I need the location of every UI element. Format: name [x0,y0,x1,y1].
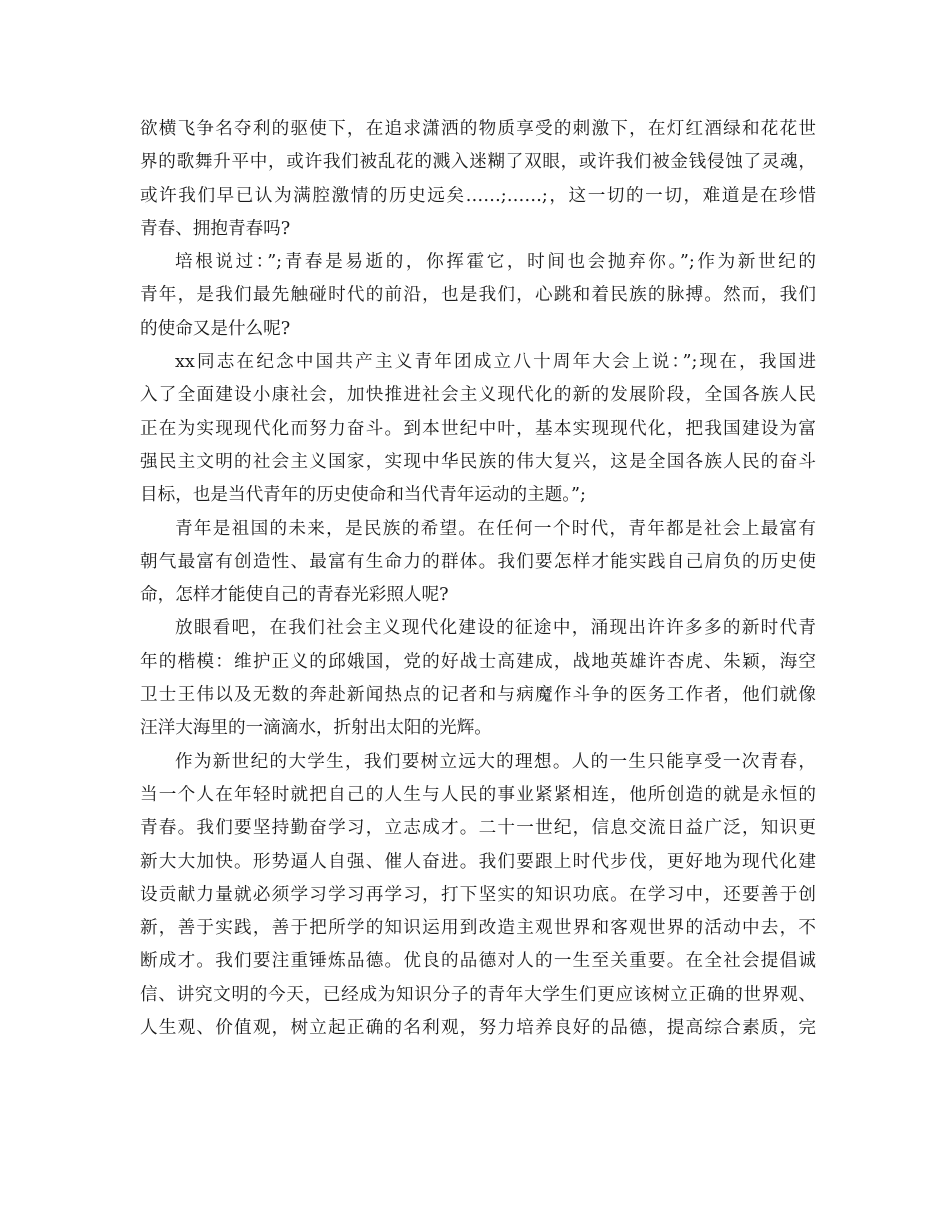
text-line: 卫士王伟以及无数的奔赴新闻热点的记者和与病魔作斗争的医务工作者，他们就像 [140,685,816,706]
text-line: 强民主文明的社会主义国家，实现中华民族的伟大复兴，这是全国各族人民的奋斗 [140,451,816,472]
text-line: 断成才。我们要注重锤炼品德。优良的品德对人的一生至关重要。在全社会提倡诚 [140,951,816,972]
text-line: 年的楷模：维护正义的邱娥国，党的好战士高建成，战地英雄许杏虎、朱颖，海空 [140,651,816,672]
document-body [140,113,816,1045]
text-line: 朝气最富有创造性、最富有生命力的群体。我们要怎样才能实践自己肩负的历史使 [140,551,816,572]
text-line: 汪洋大海里的一滴滴水，折射出太阳的光辉。 [140,718,492,739]
text-line: 作为新世纪的大学生，我们要树立远大的理想。人的一生只能享受一次青春， [175,751,816,772]
text-line: 命，怎样才能使自己的青春光彩照人呢? [140,585,449,606]
text-line: 或许我们早已认为满腔激情的历史远矣……;……;，这一切的一切，难道是在珍惜 [140,185,816,206]
text-line: 目标，也是当代青年的历史使命和当代青年运动的主题。”; [140,485,586,506]
text-line: 培根说过：”;青春是易逝的，你挥霍它，时间也会抛弃你。”;作为新世纪的 [175,252,816,273]
text-line: 人生观、价值观，树立起正确的名利观，努力培养良好的品德，提高综合素质，完 [140,1018,816,1039]
text-line: 新，善于实践，善于把所学的知识运用到改造主观世界和客观世界的活动中去，不 [140,918,816,939]
text-line: 当一个人在年轻时就把自己的人生与人民的事业紧紧相连，他所创造的就是永恒的 [140,784,816,805]
text-line: 青春。我们要坚持勤奋学习，立志成才。二十一世纪，信息交流日益广泛，知识更 [140,818,816,839]
text-line: 的使命又是什么呢? [140,318,291,339]
text-line: 新大大加快。形势逼人自强、催人奋进。我们要跟上时代步伐，更好地为现代化建 [140,851,816,872]
text-line: 设贡献力量就必须学习学习再学习，打下坚实的知识功底。在学习中，还要善于创 [140,884,816,905]
text-line: 欲横飞争名夺利的驱使下，在追求潇洒的物质享受的刺激下，在灯红酒绿和花花世 [140,119,816,139]
text-line: 入了全面建设小康社会，加快推进社会主义现代化的新的发展阶段，全国各族人民 [140,385,816,406]
text-line: xx同志在纪念中国共产主义青年团成立八十周年大会上说：”;现在，我国进 [175,352,816,373]
text-line: 青春、拥抱青春吗? [140,218,291,239]
text-line: 放眼看吧，在我们社会主义现代化建设的征途中，涌现出许许多多的新时代青 [175,618,816,639]
text-line: 信、讲究文明的今天，已经成为知识分子的青年大学生们更应该树立正确的世界观、 [140,984,816,1005]
text-line: 青年，是我们最先触碰时代的前沿，也是我们，心跳和着民族的脉搏。然而，我们 [140,285,816,306]
text-line: 界的歌舞升平中，或许我们被乱花的溅入迷糊了双眼，或许我们被金钱侵蚀了灵魂， [140,152,816,173]
text-line: 青年是祖国的未来，是民族的希望。在任何一个时代，青年都是社会上最富有 [175,518,816,539]
text-line: 正在为实现现代化而努力奋斗。到本世纪中叶，基本实现现代化，把我国建设为富 [140,418,816,439]
